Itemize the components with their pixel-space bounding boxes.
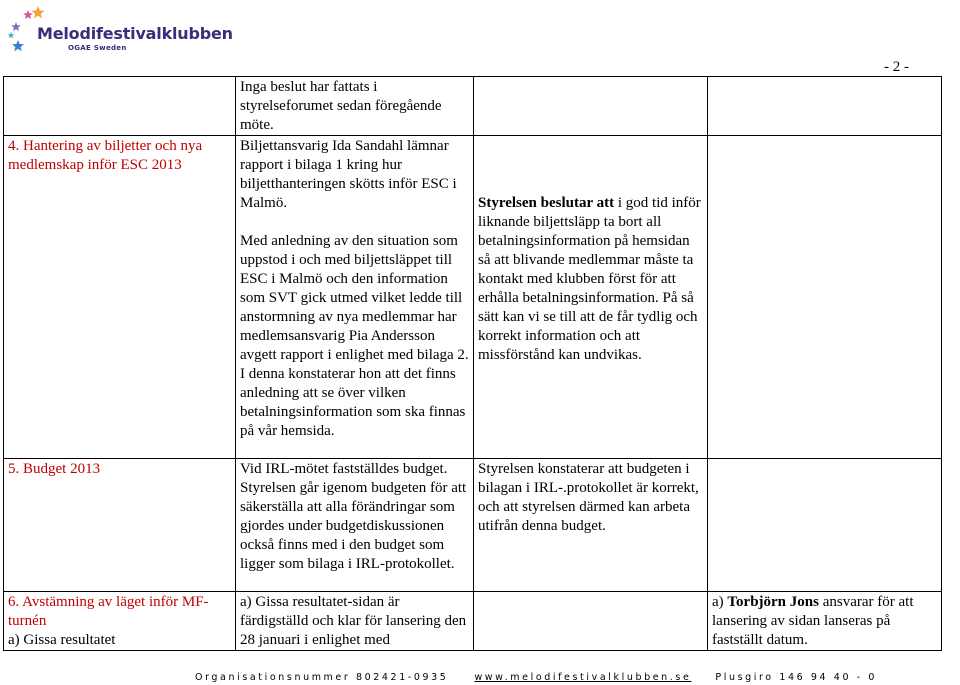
discussion-text: Inga beslut har fattats i styrelseforumet sedan föregående möte. xyxy=(240,79,442,133)
topic-cell xyxy=(4,77,236,136)
agenda-item-title: 6. Avstämning av läget inför MF-turnén xyxy=(8,594,209,629)
responsible-person: Torbjörn Jons xyxy=(727,594,819,610)
table-row xyxy=(4,136,942,459)
discussion-text: Biljettansvarig Ida Sandahl lämnar rapport i bilaga 1 kring hur biljetthanteringen skötts inför ESC i Malmö. xyxy=(240,138,457,211)
topic-cell xyxy=(4,592,236,651)
table-row xyxy=(4,459,942,592)
club-logo xyxy=(6,4,233,64)
agenda-item-title: 5. Budget 2013 xyxy=(8,461,101,477)
table-row xyxy=(4,77,942,136)
page-number: - 2 - xyxy=(884,59,909,75)
responsible-text: a) Torbjörn Jons ansvarar för att lansering av sidan lanseras på fastställt datum. xyxy=(712,594,914,648)
responsible-cell xyxy=(708,592,942,651)
decision-cell xyxy=(474,592,708,651)
decision-cell xyxy=(474,77,708,136)
decision-text: Styrelsen beslutar att i god tid inför liknande biljettsläpp ta bort all betalningsinformation på hemsidan så att blivande medlemmar måste ta kontakt med klubben först för att erhålla betalningsinformation. På så sätt kan vi se till att de får tydlig och korrekt information och att missförstånd kan undvikas. xyxy=(478,195,701,363)
footer xyxy=(195,672,877,683)
discussion-cell xyxy=(236,459,474,592)
decision-cell xyxy=(474,136,708,459)
table-row xyxy=(4,592,942,651)
discussion-text: Med anledning av den situation som uppstod i och med biljettsläppet till ESC i Malmö och den information som SVT gick utmed vilket ledde till anstormning av nya medlemmar har medlemsansvarig Pia Andersson avgett rapport i enlighet med bilaga 2. I denna konstaterar hon att det finns anledning att se över vilken betalningsinformation som ska finnas på vår hemsida. xyxy=(240,233,469,439)
discussion-cell xyxy=(236,77,474,136)
org-number: Organisationsnummer 802421-0935 xyxy=(195,672,449,683)
logo-subtext: OGAE Sweden xyxy=(68,44,127,52)
discussion-text: a) Gissa resultatet-sidan är färdigställd och klar för lansering den 28 januari i enlighet med xyxy=(240,594,467,648)
decision-lead: Styrelsen beslutar att xyxy=(478,195,615,211)
logo-wordmark: Melodifestivalklubben xyxy=(37,24,233,43)
responsible-cell xyxy=(708,136,942,459)
decision-text: Styrelsen konstaterar att budgeten i bilagan i IRL-.protokollet är korrekt, och att styrelsen därmed kan arbeta utifrån denna budget. xyxy=(478,461,699,534)
agenda-item-title: 4. Hantering av biljetter och nya medlemskap inför ESC 2013 xyxy=(8,138,203,173)
discussion-text: Vid IRL-mötet fastställdes budget. Styrelsen går igenom budgeten för att säkerställa att alla förändringar som gjordes under budgetdiskussionen också finns med i den budget som ligger som bilaga i IRL-protokollet. xyxy=(240,461,467,572)
responsible-cell xyxy=(708,459,942,592)
topic-cell xyxy=(4,136,236,459)
minutes-table xyxy=(3,76,942,651)
decision-cell xyxy=(474,459,708,592)
responsible-cell xyxy=(708,77,942,136)
topic-cell xyxy=(4,459,236,592)
discussion-cell xyxy=(236,136,474,459)
agenda-subitem: a) Gissa resultatet xyxy=(8,632,116,648)
discussion-cell xyxy=(236,592,474,651)
website-link[interactable]: www.melodifestivalklubben.se xyxy=(474,672,692,683)
plusgiro: Plusgiro 146 94 40 - 0 xyxy=(715,672,878,683)
